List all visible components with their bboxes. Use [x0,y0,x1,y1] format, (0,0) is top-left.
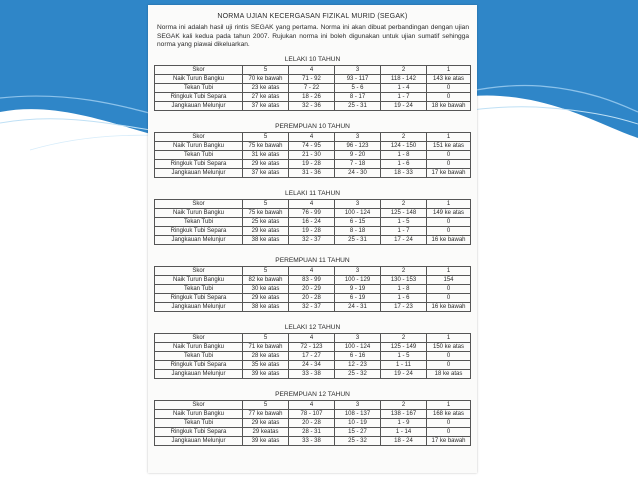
score-header-cell: 3 [335,267,381,276]
norm-value-cell: 17 ke bawah [427,437,471,446]
score-label-cell: Skor [155,267,243,276]
table-row [155,102,471,111]
norm-section [148,186,477,253]
norm-value-cell: 17 - 27 [289,352,335,361]
norm-value-cell: 30 ke atas [243,285,289,294]
norm-sections [148,52,477,454]
norm-value-cell: 12 - 23 [335,361,381,370]
norm-value-cell: 1 - 6 [381,160,427,169]
table-row [155,160,471,169]
table-row [155,303,471,312]
score-header-cell: 1 [427,334,471,343]
norm-table [154,333,471,379]
test-name-cell: Jangkauan Melunjur [155,370,243,379]
test-name-cell: Tekan Tubi [155,352,243,361]
norm-value-cell: 28 ke atas [243,352,289,361]
test-name-cell: Jangkauan Melunjur [155,169,243,178]
table-row [155,142,471,151]
score-header-cell: 5 [243,267,289,276]
norm-value-cell: 138 - 167 [381,410,427,419]
norm-value-cell: 1 - 5 [381,352,427,361]
test-name-cell: Tekan Tubi [155,218,243,227]
norm-value-cell: 93 - 117 [335,75,381,84]
norm-section [148,52,477,119]
test-name-cell: Ringkuk Tubi Separa [155,294,243,303]
norm-value-cell: 17 - 24 [381,236,427,245]
norm-value-cell: 75 ke bawah [243,209,289,218]
table-row [155,361,471,370]
test-name-cell: Jangkauan Melunjur [155,303,243,312]
norm-value-cell: 31 ke atas [243,151,289,160]
score-header-cell: 3 [335,133,381,142]
norm-value-cell: 32 - 37 [289,236,335,245]
test-name-cell: Naik Turun Bangku [155,209,243,218]
score-header-cell: 5 [243,200,289,209]
norm-section [148,320,477,387]
norm-value-cell: 16 ke bawah [427,303,471,312]
score-header-cell: 5 [243,401,289,410]
table-header-row [155,66,471,75]
norm-value-cell: 0 [427,160,471,169]
test-name-cell: Naik Turun Bangku [155,75,243,84]
norm-value-cell: 130 - 153 [381,276,427,285]
norm-value-cell: 25 - 32 [335,370,381,379]
norm-value-cell: 31 - 36 [289,169,335,178]
score-label-cell: Skor [155,66,243,75]
score-header-cell: 1 [427,66,471,75]
norm-value-cell: 0 [427,352,471,361]
test-name-cell: Naik Turun Bangku [155,343,243,352]
table-row [155,151,471,160]
score-header-cell: 5 [243,334,289,343]
norm-value-cell: 29 keatas [243,428,289,437]
norm-value-cell: 10 - 19 [335,419,381,428]
table-row [155,437,471,446]
norm-value-cell: 28 - 31 [289,428,335,437]
norm-value-cell: 1 - 5 [381,218,427,227]
norm-value-cell: 0 [427,419,471,428]
document-page [148,5,477,473]
score-label-cell: Skor [155,133,243,142]
norm-value-cell: 154 [427,276,471,285]
test-name-cell: Naik Turun Bangku [155,142,243,151]
norm-value-cell: 37 ke atas [243,169,289,178]
norm-value-cell: 118 - 142 [381,75,427,84]
norm-value-cell: 25 - 32 [335,437,381,446]
test-name-cell: Jangkauan Melunjur [155,102,243,111]
norm-value-cell: 1 - 14 [381,428,427,437]
table-header-row [155,133,471,142]
test-name-cell: Jangkauan Melunjur [155,236,243,245]
section-title: PEREMPUAN 11 TAHUN [275,257,350,264]
norm-value-cell: 17 - 23 [381,303,427,312]
norm-value-cell: 19 - 28 [289,227,335,236]
table-row [155,428,471,437]
norm-value-cell: 32 - 36 [289,102,335,111]
table-row [155,343,471,352]
score-header-cell: 2 [381,133,427,142]
norm-value-cell: 9 - 19 [335,285,381,294]
norm-value-cell: 76 - 99 [289,209,335,218]
norm-value-cell: 23 ke atas [243,84,289,93]
norm-value-cell: 39 ke atas [243,370,289,379]
norm-value-cell: 19 - 28 [289,160,335,169]
norm-value-cell: 25 ke atas [243,218,289,227]
norm-value-cell: 108 - 137 [335,410,381,419]
norm-value-cell: 32 - 37 [289,303,335,312]
norm-value-cell: 20 - 29 [289,285,335,294]
table-row [155,285,471,294]
section-title: PEREMPUAN 12 TAHUN [275,391,350,398]
norm-value-cell: 1 - 8 [381,151,427,160]
table-row [155,352,471,361]
score-header-cell: 4 [289,401,335,410]
section-title: LELAKI 10 TAHUN [284,56,341,63]
norm-value-cell: 33 - 38 [289,437,335,446]
score-header-cell: 5 [243,133,289,142]
test-name-cell: Naik Turun Bangku [155,410,243,419]
norm-section [148,253,477,320]
score-header-cell: 4 [289,133,335,142]
norm-value-cell: 71 - 92 [289,75,335,84]
norm-section [148,119,477,186]
norm-value-cell: 24 - 31 [335,303,381,312]
table-row [155,169,471,178]
score-label-cell: Skor [155,401,243,410]
test-name-cell: Tekan Tubi [155,419,243,428]
norm-value-cell: 74 - 95 [289,142,335,151]
norm-value-cell: 125 - 148 [381,209,427,218]
norm-value-cell: 8 - 17 [335,93,381,102]
section-title: LELAKI 11 TAHUN [285,190,340,197]
table-row [155,419,471,428]
norm-value-cell: 18 ke bawah [427,102,471,111]
norm-value-cell: 1 - 8 [381,285,427,294]
norm-value-cell: 7 - 18 [335,160,381,169]
norm-value-cell: 29 ke atas [243,419,289,428]
norm-value-cell: 29 ke atas [243,294,289,303]
score-header-cell: 1 [427,267,471,276]
norm-value-cell: 125 - 149 [381,343,427,352]
document-title: NORMA UJIAN KECERGASAN FIZIKAL MURID (SEGAK) [217,13,408,20]
table-header-row [155,401,471,410]
norm-value-cell: 150 ke atas [427,343,471,352]
score-header-cell: 4 [289,66,335,75]
test-name-cell: Ringkuk Tubi Separa [155,160,243,169]
norm-table [154,266,471,312]
score-header-cell: 3 [335,334,381,343]
norm-value-cell: 18 - 24 [381,437,427,446]
norm-value-cell: 0 [427,218,471,227]
norm-value-cell: 15 - 27 [335,428,381,437]
score-header-cell: 2 [381,401,427,410]
norm-value-cell: 77 ke bawah [243,410,289,419]
score-header-cell: 2 [381,334,427,343]
norm-value-cell: 0 [427,361,471,370]
section-title: PEREMPUAN 10 TAHUN [275,123,350,130]
norm-value-cell: 75 ke bawah [243,142,289,151]
norm-section [148,387,477,454]
norm-value-cell: 38 ke atas [243,236,289,245]
table-header-row [155,267,471,276]
norm-value-cell: 18 - 26 [289,93,335,102]
score-header-cell: 4 [289,334,335,343]
section-title: LELAKI 12 TAHUN [284,324,341,331]
table-header-row [155,200,471,209]
table-row [155,84,471,93]
test-name-cell: Tekan Tubi [155,151,243,160]
norm-value-cell: 24 - 30 [335,169,381,178]
norm-table [154,400,471,446]
norm-value-cell: 19 - 24 [381,370,427,379]
norm-value-cell: 29 ke atas [243,227,289,236]
table-row [155,236,471,245]
norm-value-cell: 16 ke bawah [427,236,471,245]
norm-value-cell: 124 - 150 [381,142,427,151]
table-header-row [155,334,471,343]
score-header-cell: 4 [289,200,335,209]
norm-value-cell: 18 - 33 [381,169,427,178]
norm-value-cell: 27 ke atas [243,93,289,102]
test-name-cell: Ringkuk Tubi Separa [155,428,243,437]
norm-table [154,65,471,111]
norm-value-cell: 151 ke atas [427,142,471,151]
test-name-cell: Ringkuk Tubi Separa [155,227,243,236]
norm-value-cell: 1 - 7 [381,93,427,102]
table-row [155,75,471,84]
norm-table [154,132,471,178]
norm-value-cell: 70 ke bawah [243,75,289,84]
norm-value-cell: 0 [427,93,471,102]
norm-value-cell: 96 - 123 [335,142,381,151]
table-row [155,410,471,419]
norm-value-cell: 71 ke bawah [243,343,289,352]
table-row [155,370,471,379]
norm-value-cell: 39 ke atas [243,437,289,446]
norm-value-cell: 0 [427,294,471,303]
norm-value-cell: 0 [427,84,471,93]
score-header-cell: 1 [427,401,471,410]
norm-value-cell: 25 - 31 [335,236,381,245]
norm-value-cell: 0 [427,151,471,160]
table-row [155,209,471,218]
score-header-cell: 1 [427,200,471,209]
norm-value-cell: 24 - 34 [289,361,335,370]
score-header-cell: 3 [335,401,381,410]
score-label-cell: Skor [155,200,243,209]
norm-value-cell: 6 - 16 [335,352,381,361]
norm-value-cell: 100 - 124 [335,343,381,352]
table-row [155,227,471,236]
score-header-cell: 2 [381,66,427,75]
norm-value-cell: 100 - 129 [335,276,381,285]
test-name-cell: Tekan Tubi [155,285,243,294]
norm-value-cell: 1 - 11 [381,361,427,370]
norm-value-cell: 38 ke atas [243,303,289,312]
norm-value-cell: 7 - 22 [289,84,335,93]
norm-value-cell: 1 - 6 [381,294,427,303]
norm-value-cell: 6 - 19 [335,294,381,303]
norm-value-cell: 18 ke atas [427,370,471,379]
norm-value-cell: 37 ke atas [243,102,289,111]
document-intro: Norma ini adalah hasil uji rintis SEGAK yang pertama. Norma ini akan dibuat perbandingan dengan ujian SEGAK kali kedua pada tahun 2007. Rujukan norma ini boleh digunakan untuk ujian sumatif sehingga norma yang piawai dikeluarkan. [157,24,469,49]
norm-table [154,199,471,245]
norm-value-cell: 25 - 31 [335,102,381,111]
score-header-cell: 5 [243,66,289,75]
table-row [155,93,471,102]
norm-value-cell: 21 - 30 [289,151,335,160]
norm-value-cell: 33 - 38 [289,370,335,379]
norm-value-cell: 82 ke bawah [243,276,289,285]
table-row [155,294,471,303]
table-row [155,218,471,227]
norm-value-cell: 0 [427,227,471,236]
score-header-cell: 3 [335,200,381,209]
norm-value-cell: 16 - 24 [289,218,335,227]
norm-value-cell: 0 [427,428,471,437]
norm-value-cell: 17 ke bawah [427,169,471,178]
score-header-cell: 2 [381,200,427,209]
norm-value-cell: 143 ke atas [427,75,471,84]
norm-value-cell: 9 - 20 [335,151,381,160]
test-name-cell: Ringkuk Tubi Separa [155,361,243,370]
norm-value-cell: 20 - 28 [289,419,335,428]
norm-value-cell: 1 - 7 [381,227,427,236]
norm-value-cell: 8 - 18 [335,227,381,236]
norm-value-cell: 83 - 99 [289,276,335,285]
score-header-cell: 4 [289,267,335,276]
norm-value-cell: 20 - 28 [289,294,335,303]
norm-value-cell: 5 - 6 [335,84,381,93]
test-name-cell: Naik Turun Bangku [155,276,243,285]
norm-value-cell: 72 - 123 [289,343,335,352]
table-row [155,276,471,285]
test-name-cell: Ringkuk Tubi Separa [155,93,243,102]
norm-value-cell: 149 ke atas [427,209,471,218]
norm-value-cell: 100 - 124 [335,209,381,218]
norm-value-cell: 78 - 107 [289,410,335,419]
score-label-cell: Skor [155,334,243,343]
score-header-cell: 1 [427,133,471,142]
norm-value-cell: 168 ke atas [427,410,471,419]
norm-value-cell: 6 - 15 [335,218,381,227]
test-name-cell: Tekan Tubi [155,84,243,93]
norm-value-cell: 35 ke atas [243,361,289,370]
test-name-cell: Jangkauan Melunjur [155,437,243,446]
score-header-cell: 3 [335,66,381,75]
norm-value-cell: 29 ke atas [243,160,289,169]
norm-value-cell: 19 - 24 [381,102,427,111]
norm-value-cell: 1 - 4 [381,84,427,93]
norm-value-cell: 0 [427,285,471,294]
norm-value-cell: 1 - 9 [381,419,427,428]
score-header-cell: 2 [381,267,427,276]
